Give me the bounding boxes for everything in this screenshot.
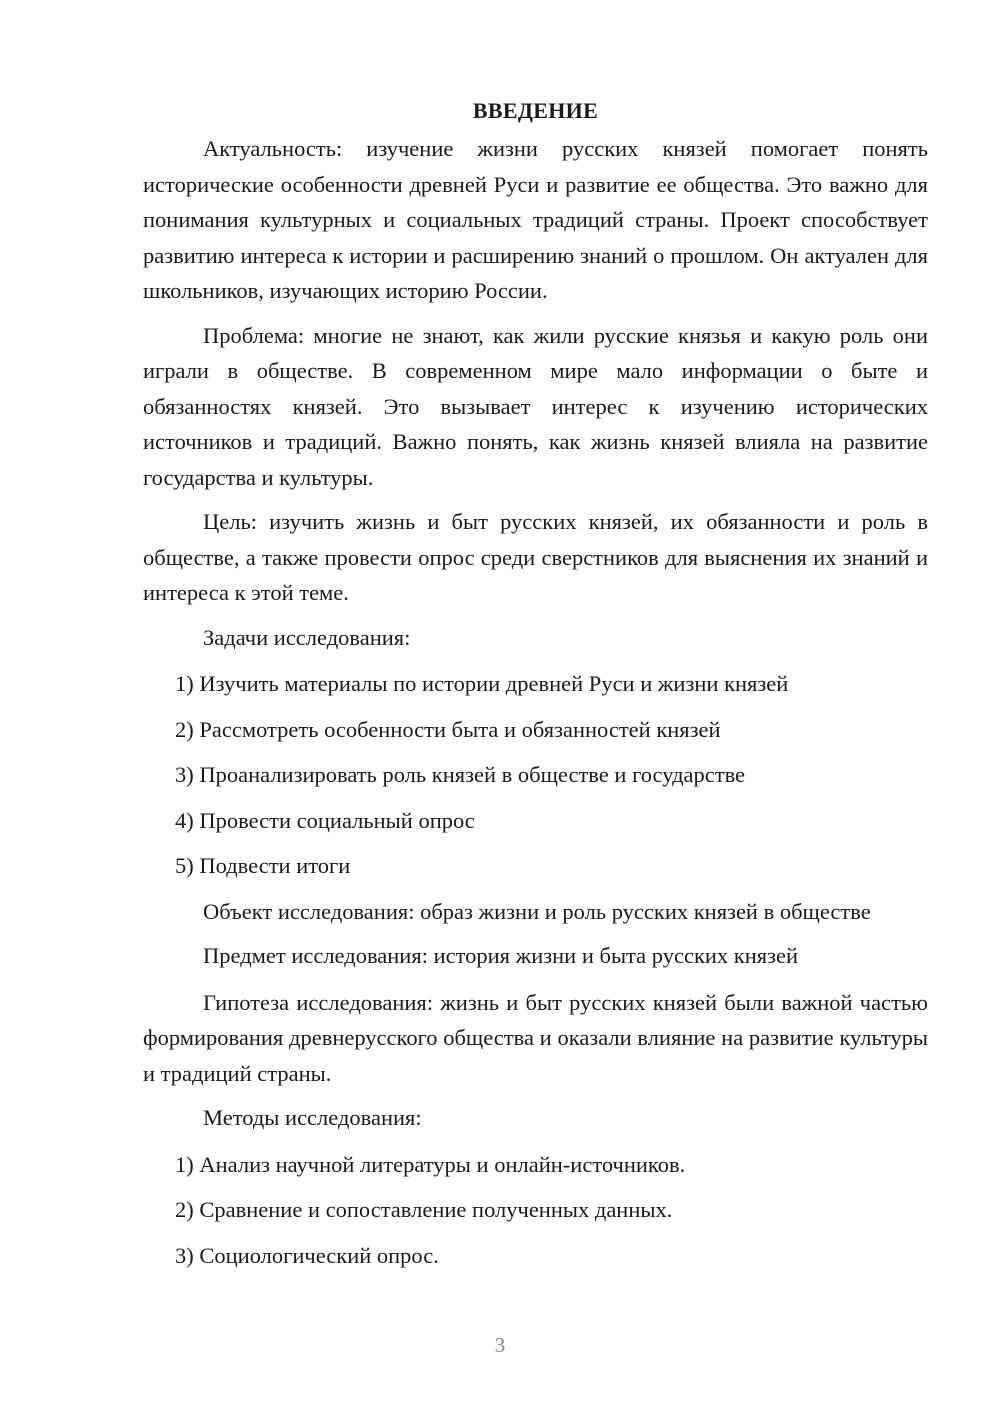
document-page: [143, 95, 928, 1283]
problem-paragraph: Проблема: многие не знают, как жили русские князья и какую роль они играли в обществе. В современном мире мало информации о быте и обязанностях князей. Это вызывает интерес к изучению исторических источников и традиций. Важно понять, как жизнь князей влияла на развитие государства и культуры.: [143, 322, 928, 490]
task-item-3: 3) Проанализировать роль князей в обществе и государстве: [175, 762, 746, 787]
task-item-1: 1) Изучить материалы по истории древней Руси и жизни князей: [175, 671, 789, 696]
hypothesis-paragraph: Гипотеза исследования: жизнь и быт русских князей были важной частью формирования древнерусского общества и оказали влияние на развитие культуры и традиций страны.: [143, 989, 928, 1086]
page-number: 3: [494, 1333, 506, 1357]
task-item-4: 4) Провести социальный опрос: [175, 807, 475, 833]
object-paragraph: Объект исследования: образ жизни и роль русских князей в обществе: [203, 898, 871, 924]
goal-paragraph: Цель: изучить жизнь и быт русских князей, их обязанности и роль в обществе, а также провести опрос среди сверстников для выяснения их знаний и интереса к этой теме.: [143, 509, 928, 605]
method-item-2: 2) Сравнение и сопоставление полученных данных.: [175, 1197, 673, 1222]
method-item-3: 3) Социологический опрос.: [175, 1242, 439, 1268]
page-title: ВВЕДЕНИЕ: [472, 98, 599, 123]
method-item-1: 1) Анализ научной литературы и онлайн-источников.: [175, 1151, 686, 1177]
methods-heading: Методы исследования:: [203, 1105, 422, 1130]
subject-paragraph: Предмет исследования: история жизни и быта русских князей: [203, 943, 799, 968]
tasks-heading: Задачи исследования:: [203, 624, 411, 650]
task-item-5: 5) Подвести итоги: [175, 853, 351, 878]
relevance-paragraph: Актуальность: изучение жизни русских князей помогает понять исторические особенности древней Руси и развитие ее общества. Это важно для понимания культурных и социальных традиций страны. Проект способствует развитию интереса к истории и расширению знаний о прошлом. Он актуален для школьников, изучающих историю России.: [143, 136, 928, 303]
task-item-2: 2) Рассмотреть особенности быта и обязанностей князей: [175, 716, 721, 742]
